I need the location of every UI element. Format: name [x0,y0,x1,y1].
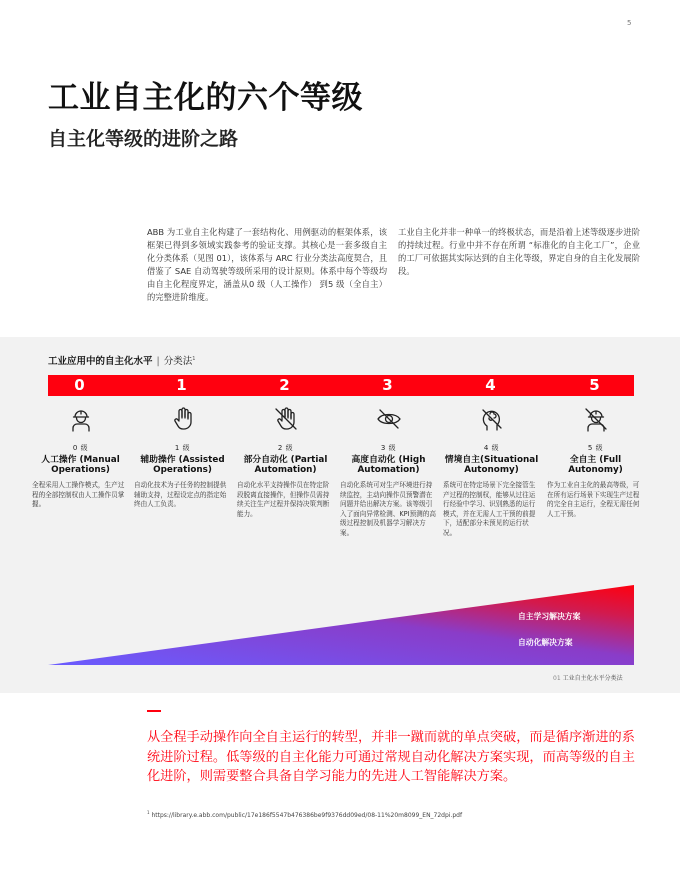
page-title: 工业自主化的六个等级 [48,80,363,116]
level-desc-1: 自动化技术为子任务的控制提供辅助支持，过程设定点的指定始终由人工负责。 [134,481,227,508]
taxonomy-title [48,353,195,367]
level-column-1 [134,405,231,510]
level-number-1: 1 [176,376,188,394]
level-label-4: 4 级 [483,444,500,452]
worker-hardhat-icon [32,405,129,435]
pull-quote: 从全程手动操作向全自主运行的转型，并非一蹴而就的单点突破，而是循序渐进的系统进阶过程。低等级的自主化能力可通过常规自动化解决方案实现，而高等级的自主化进阶，则需要整合具备自学习能力的先进人工智能解决方案。 [147,730,635,784]
taxonomy-footnote-mark: 1 [192,355,196,362]
page-number: 5 [627,19,632,27]
level-column-5 [547,405,644,519]
figure-caption [553,673,623,682]
level-number-3: 3 [382,376,394,394]
level-name-0: 人工操作 (Manual Operations) [41,455,120,475]
level-desc-4: 系统可在特定场景下完全接管生产过程的控制权，能够从过往运行经验中学习、识别熟悉的运行模式，并在无需人工干预的前提下，适配部分未预见的运行状况。 [443,481,536,537]
level-number-0: 0 [74,376,86,394]
wedge-label-self-learning: 自主学习解决方案 [518,612,581,621]
footnote [147,810,462,819]
level-column-3 [340,405,437,538]
autonomy-gradient-wedge [48,585,634,665]
level-number-2: 2 [279,376,291,394]
level-column-4 [443,405,540,538]
taxonomy-title-main: 工业应用中的自主化水平 [48,356,153,367]
level-column-0 [32,405,129,510]
level-name-2: 部分自动化 (Partial Automation) [243,455,328,475]
autonomy-taxonomy-figure [0,337,680,693]
level-number-5: 5 [589,376,601,394]
level-name-5: 全自主 (Full Autonomy) [568,455,623,475]
level-desc-3: 自动化系统可对生产环境进行持续监控，主动向操作员预警潜在问题并给出解决方案。该等级引入了面向异常检测、KPI预测的高级过程控制及机器学习解决方案。 [340,481,436,537]
level-label-0: 0 级 [72,444,89,452]
level-number-bar [48,375,634,396]
level-name-3: 高度自动化 (High Automation) [351,455,426,475]
taxonomy-title-separator: | [156,356,160,367]
footnote-mark: 1 [147,810,150,815]
quote-dash [147,710,161,712]
page-subtitle: 自主化等级的进阶之路 [48,128,239,150]
level-label-1: 1 级 [174,444,191,452]
level-desc-5: 作为工业自主化的最高等级，可在所有运行场景下实现生产过程的完全自主运行，全程无需任何人工干预。 [547,481,640,518]
wedge-label-automation: 自动化解决方案 [518,638,573,647]
level-name-1: 辅助操作 (Assisted Operations) [140,455,225,475]
level-label-2: 2 级 [277,444,294,452]
level-desc-2: 自动化水平支持操作员在特定阶段脱离直接操作，但操作员需持续关注生产过程并保持决策判断能力。 [237,481,330,518]
eye-crossed-icon [340,405,437,435]
figure-caption-text: 工业自主化水平分类法 [562,675,623,682]
hand-icon [134,405,231,435]
level-name-4: 情境自主(Situational Autonomy) [444,455,539,475]
hand-crossed-icon [237,405,334,435]
level-label-3: 3 级 [380,444,397,452]
footnote-link[interactable]: https://library.e.abb.com/public/17e186f5547b476386be9f9376dd09ed/08-11%20m8099_EN_72dpi.pdf [151,812,463,819]
worker-crossed-icon [547,405,644,435]
taxonomy-title-sub: 分类法 [163,356,193,367]
level-desc-0: 全程采用人工操作模式，生产过程的全部控制权由人工操作员掌握。 [32,481,125,508]
figure-number: 01 [553,675,561,682]
brain-crossed-icon [443,405,540,435]
intro-paragraph-left: ABB 为工业自主化构建了一套结构化、用例驱动的框架体系，该框架已得到多领域实践参考的验证支撑。其核心是一套多级自主化分类体系（见图 01），该体系与 ARC 行业分类法高度契合，且借鉴了 SAE 自动驾驶等级所采用的设计原则。体系中每个等级均由自主化程度界定，涵盖从0 级（人工操作） 到5 级（全自主） 的完整进阶维度。 [147,227,387,302]
level-number-4: 4 [485,376,497,394]
level-column-2 [237,405,334,519]
level-label-5: 5 级 [587,444,604,452]
intro-paragraph-right: 工业自主化并非一种单一的终极状态，而是沿着上述等级逐步进阶的持续过程。行业中并不存在所谓 “标准化的自主化工厂”，企业的工厂可依据其实际达到的自主化等级，界定自身的自主化发展阶段。 [398,227,640,276]
